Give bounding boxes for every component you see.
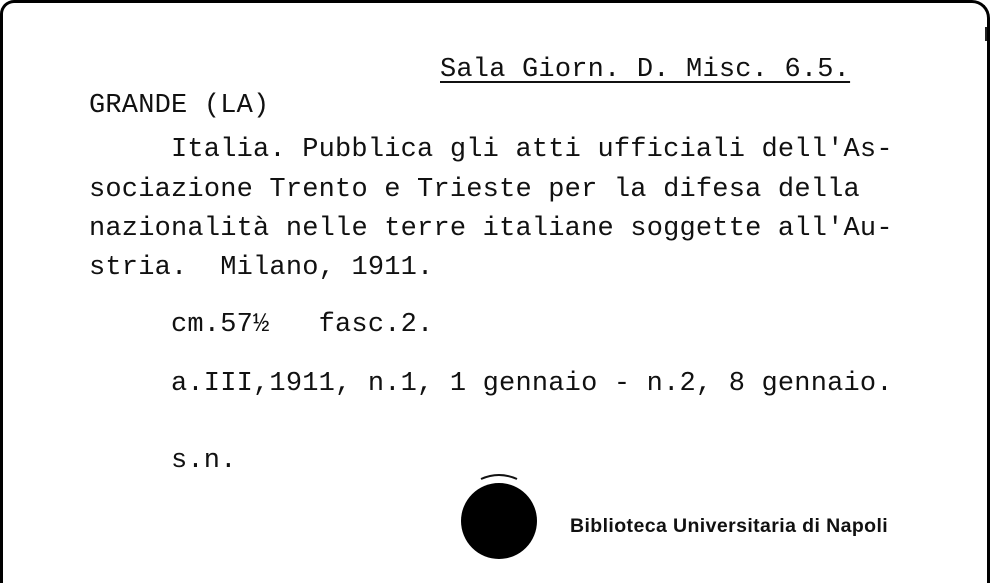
- note-sine-nomine: s.n.: [171, 446, 237, 476]
- issues-held: a.III,1911, n.1, 1 gennaio - n.2, 8 gennaio.: [171, 369, 893, 399]
- library-stamp-text: Biblioteca Universitaria di Napoli: [570, 515, 889, 537]
- entry-heading: GRANDE (LA): [89, 91, 270, 121]
- description-line-1: Italia. Pubblica gli atti ufficiali dell'As-: [171, 135, 893, 165]
- physical-extent: cm.57½ fasc.2.: [171, 310, 434, 340]
- description-line-4: stria. Milano, 1911.: [89, 253, 434, 283]
- library-seal-icon: [459, 469, 541, 564]
- edge-mark: [985, 27, 987, 41]
- shelfmark: Sala Giorn. D. Misc. 6.5.: [440, 55, 851, 85]
- description-line-2: sociazione Trento e Trieste per la difesa della: [89, 175, 860, 205]
- description-line-3: nazionalità nelle terre italiane soggette all'Au-: [89, 214, 893, 244]
